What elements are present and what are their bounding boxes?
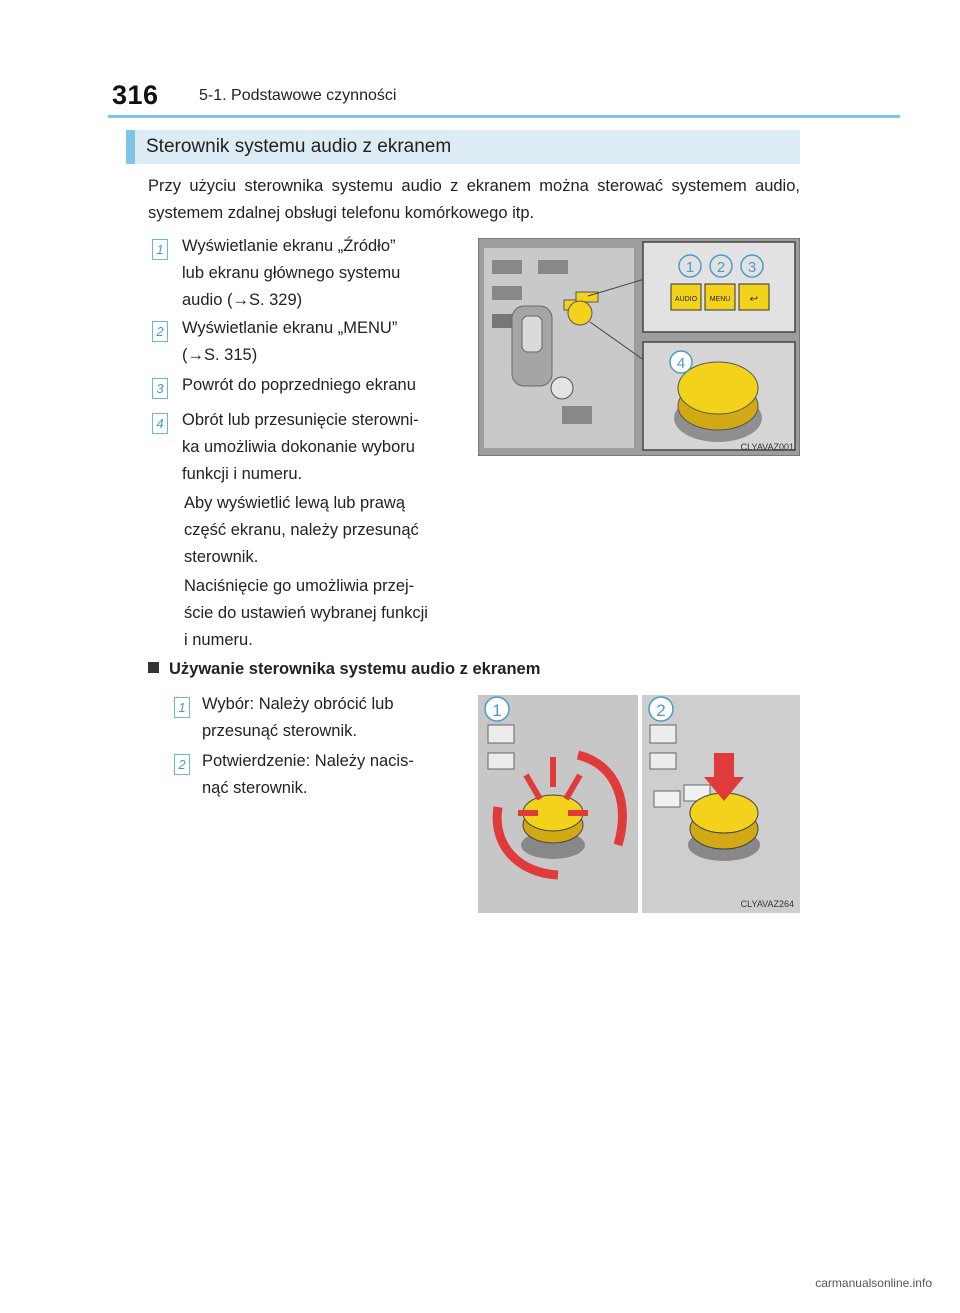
- footer-watermark: carmanualsonline.info: [815, 1276, 932, 1290]
- usage-heading-text: Używanie sterownika systemu audio z ekranem: [169, 660, 541, 678]
- bullet-square-icon: [148, 662, 159, 673]
- usage-item-2-line: nąć sterownik.: [202, 779, 308, 797]
- audio-button-label: AUDIO: [674, 296, 698, 303]
- usage-number-1: 1: [174, 697, 190, 718]
- item-3: [182, 372, 462, 399]
- intro-paragraph: Przy użyciu sterownika systemu audio z ekranem można sterować systemem audio, systemem zdalnej obsługi telefonu komórkowego itp.: [148, 177, 800, 222]
- usage-item-1-line: Wybór: Należy obrócić lub: [202, 695, 394, 713]
- item-2: [182, 315, 462, 369]
- callout-1: 1: [492, 701, 502, 720]
- note-1-line: Aby wyświetlić lewą lub prawą: [184, 494, 406, 512]
- note-2: [184, 573, 462, 654]
- section-title-bar: [126, 130, 800, 164]
- item-number-1: 1: [152, 239, 168, 260]
- usage-item-1-line: przesunąć sterownik.: [202, 722, 357, 740]
- figure-controller-usage: [478, 695, 800, 913]
- figure-code: CLYAVAZ001: [740, 442, 794, 452]
- item-4-line: ka umożliwia dokonanie wyboru: [182, 438, 415, 456]
- item-1-line: audio (→S. 329): [182, 291, 303, 309]
- back-button-label: ↩: [749, 294, 759, 305]
- item-number-2: 2: [152, 321, 168, 342]
- callout-2: 2: [656, 701, 666, 720]
- usage-item-1: [202, 691, 462, 745]
- item-2-line: Wyświetlanie ekranu „MENU”: [182, 319, 398, 337]
- callout-4: 4: [676, 355, 686, 372]
- usage-item-2-line: Potwierdzenie: Należy nacis-: [202, 752, 414, 770]
- item-1-line: Wyświetlanie ekranu „Źródło”: [182, 237, 396, 255]
- item-4-line: Obrót lub przesunięcie sterowni-: [182, 411, 419, 429]
- note-1-line: część ekranu, należy przesunąć: [184, 521, 419, 539]
- note-1: [184, 490, 462, 571]
- item-4-line: funkcji i numeru.: [182, 465, 303, 483]
- chapter-title: 5-1. Podstawowe czynności: [199, 87, 397, 104]
- item-number-3: 3: [152, 378, 168, 399]
- callout-2: 2: [716, 259, 726, 276]
- figure-controller-overview: [478, 238, 800, 456]
- section-title: Sterownik systemu audio z ekranem: [146, 136, 452, 157]
- header-rule: [108, 115, 900, 118]
- callout-3: 3: [747, 259, 757, 276]
- item-number-4: 4: [152, 413, 168, 434]
- note-2-line: ście do ustawień wybranej funkcji: [184, 604, 428, 622]
- note-2-line: i numeru.: [184, 631, 253, 649]
- item-1-line: lub ekranu głównego systemu: [182, 264, 401, 282]
- item-2-line: (→S. 315): [182, 346, 258, 364]
- item-1: [182, 233, 462, 314]
- page-number: 316: [112, 80, 159, 110]
- note-1-line: sterownik.: [184, 548, 259, 566]
- note-2-line: Naciśnięcie go umożliwia przej-: [184, 577, 415, 595]
- figure-code: CLYAVAZ264: [740, 899, 794, 909]
- callout-1: 1: [685, 259, 695, 276]
- section-accent-stripe: [126, 130, 135, 164]
- usage-number-2: 2: [174, 754, 190, 775]
- item-3-line: Powrót do poprzedniego ekranu: [182, 376, 416, 394]
- menu-button-label: MENU: [709, 296, 731, 303]
- usage-item-2: [202, 748, 462, 802]
- item-4: [182, 407, 462, 488]
- usage-heading: [148, 660, 540, 679]
